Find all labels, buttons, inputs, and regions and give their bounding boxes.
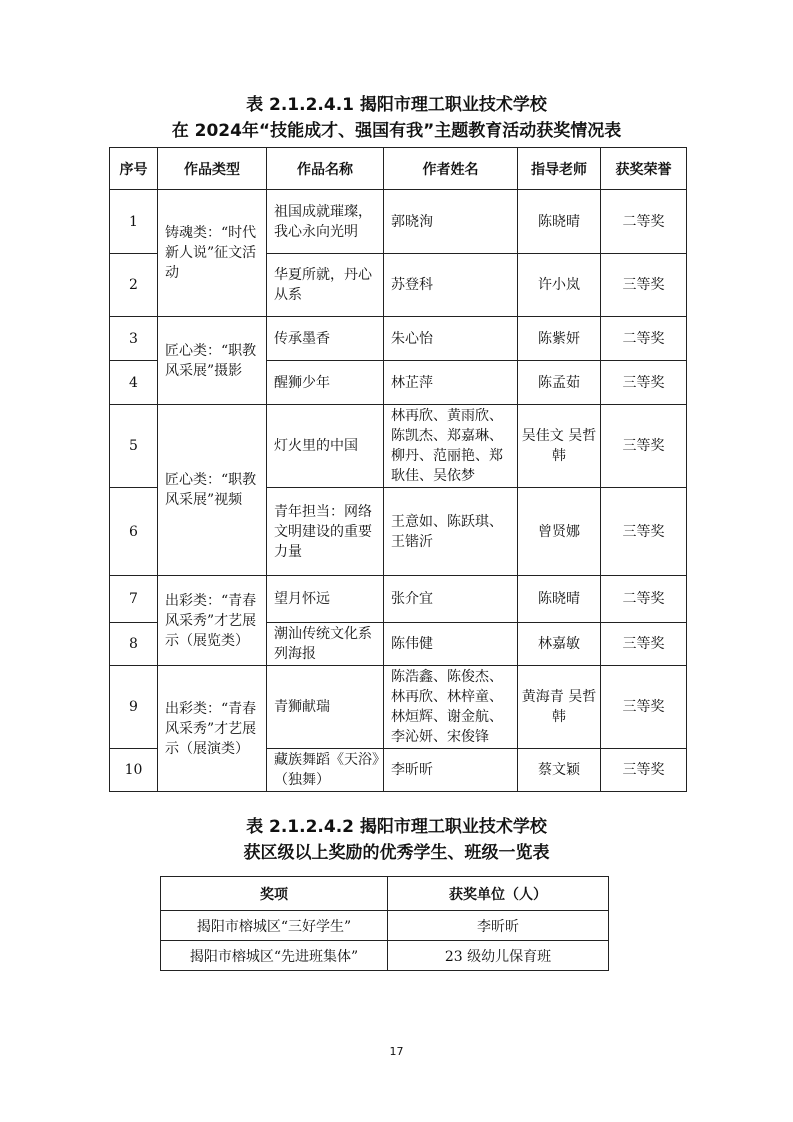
header-category: 作品类型: [158, 148, 267, 190]
category-cell: 匠心类：“职教风采展”视频: [158, 405, 267, 576]
authors: 林再欣、黄雨欣、陈凯杰、郑嘉琳、柳丹、范丽艳、郑耿佳、吴依梦: [384, 405, 518, 488]
table2-title-line1: 表 2.1.2.4.2 揭阳市理工职业技术学校: [246, 817, 547, 837]
header-winner: 获奖单位（人）: [388, 877, 609, 911]
award: 三等奖: [601, 254, 687, 317]
work-title: 潮汕传统文化系列海报: [267, 623, 384, 666]
category-cell: 出彩类：“青春风采秀”才艺展示（展览类）: [158, 576, 267, 666]
work-title: 醒狮少年: [267, 361, 384, 405]
table-row: [110, 405, 687, 488]
table-row: [110, 317, 687, 361]
row-no: 2: [110, 254, 158, 317]
category-cell: 匠心类：“职教风采展”摄影: [158, 317, 267, 405]
header-work: 作品名称: [267, 148, 384, 190]
table-row: [110, 666, 687, 749]
teacher: 陈晓晴: [518, 190, 601, 254]
teacher: 林嘉敏: [518, 623, 601, 666]
teacher: 陈晓晴: [518, 576, 601, 623]
row-no: 1: [110, 190, 158, 254]
teacher: 陈孟茹: [518, 361, 601, 405]
header-authors: 作者姓名: [384, 148, 518, 190]
honor-table: [160, 876, 609, 971]
row-no: 7: [110, 576, 158, 623]
table-row: [161, 911, 609, 941]
table-header-row: [161, 877, 609, 911]
authors: 朱心怡: [384, 317, 518, 361]
authors: 郭晓洵: [384, 190, 518, 254]
award: 三等奖: [601, 623, 687, 666]
award: 二等奖: [601, 317, 687, 361]
authors: 林芷萍: [384, 361, 518, 405]
authors: 李昕昕: [384, 749, 518, 792]
row-no: 8: [110, 623, 158, 666]
authors: 张介宜: [384, 576, 518, 623]
work-title: 望月怀远: [267, 576, 384, 623]
award: 三等奖: [601, 488, 687, 576]
teacher: 吴佳文 吴哲韩: [518, 405, 601, 488]
authors: 陈浩鑫、陈俊杰、林再欣、林梓童、林烜辉、谢金航、李沁妍、宋俊锋: [384, 666, 518, 749]
award: 三等奖: [601, 405, 687, 488]
work-title: 青狮献瑞: [267, 666, 384, 749]
row-no: 5: [110, 405, 158, 488]
award: 二等奖: [601, 576, 687, 623]
work-title: 祖国成就璀璨，我心永向光明: [267, 190, 384, 254]
work-title: 藏族舞蹈《天浴》（独舞）: [267, 749, 384, 792]
honor-item: 揭阳市榕城区“先进班集体”: [161, 941, 388, 971]
teacher: 曾贤娜: [518, 488, 601, 576]
work-title: 灯火里的中国: [267, 405, 384, 488]
table1-title-line2: 在 2024年“技能成才、强国有我”主题教育活动获奖情况表: [171, 121, 622, 141]
table-row: [110, 190, 687, 254]
header-award: 获奖荣誉: [601, 148, 687, 190]
table-row: [161, 941, 609, 971]
row-no: 9: [110, 666, 158, 749]
header-no: 序号: [110, 148, 158, 190]
award: 三等奖: [601, 361, 687, 405]
category-cell: 铸魂类：“时代新人说”征文活动: [158, 190, 267, 317]
table-header-row: [110, 148, 687, 190]
table-row: [110, 576, 687, 623]
honor-item: 揭阳市榕城区“三好学生”: [161, 911, 388, 941]
row-no: 10: [110, 749, 158, 792]
row-no: 6: [110, 488, 158, 576]
header-teacher: 指导老师: [518, 148, 601, 190]
award: 三等奖: [601, 749, 687, 792]
work-title: 华夏所就，丹心从系: [267, 254, 384, 317]
award: 二等奖: [601, 190, 687, 254]
teacher: 许小岚: [518, 254, 601, 317]
header-item: 奖项: [161, 877, 388, 911]
work-title: 青年担当：网络文明建设的重要力量: [267, 488, 384, 576]
teacher: 黄海青 吴哲韩: [518, 666, 601, 749]
authors: 王意如、陈跃琪、王锴沂: [384, 488, 518, 576]
award: 三等奖: [601, 666, 687, 749]
teacher: 蔡文颖: [518, 749, 601, 792]
teacher: 陈紫妍: [518, 317, 601, 361]
authors: 苏登科: [384, 254, 518, 317]
row-no: 4: [110, 361, 158, 405]
award-table: [109, 147, 687, 792]
authors: 陈伟健: [384, 623, 518, 666]
table1-title-line1: 表 2.1.2.4.1 揭阳市理工职业技术学校: [246, 95, 547, 115]
table2-title-line2: 获区级以上奖励的优秀学生、班级一览表: [243, 843, 550, 863]
page-number: 17: [389, 1045, 404, 1058]
category-cell: 出彩类：“青春风采秀”才艺展示（展演类）: [158, 666, 267, 792]
honor-winner: 23 级幼儿保育班: [388, 941, 609, 971]
honor-winner: 李昕昕: [388, 911, 609, 941]
work-title: 传承墨香: [267, 317, 384, 361]
row-no: 3: [110, 317, 158, 361]
